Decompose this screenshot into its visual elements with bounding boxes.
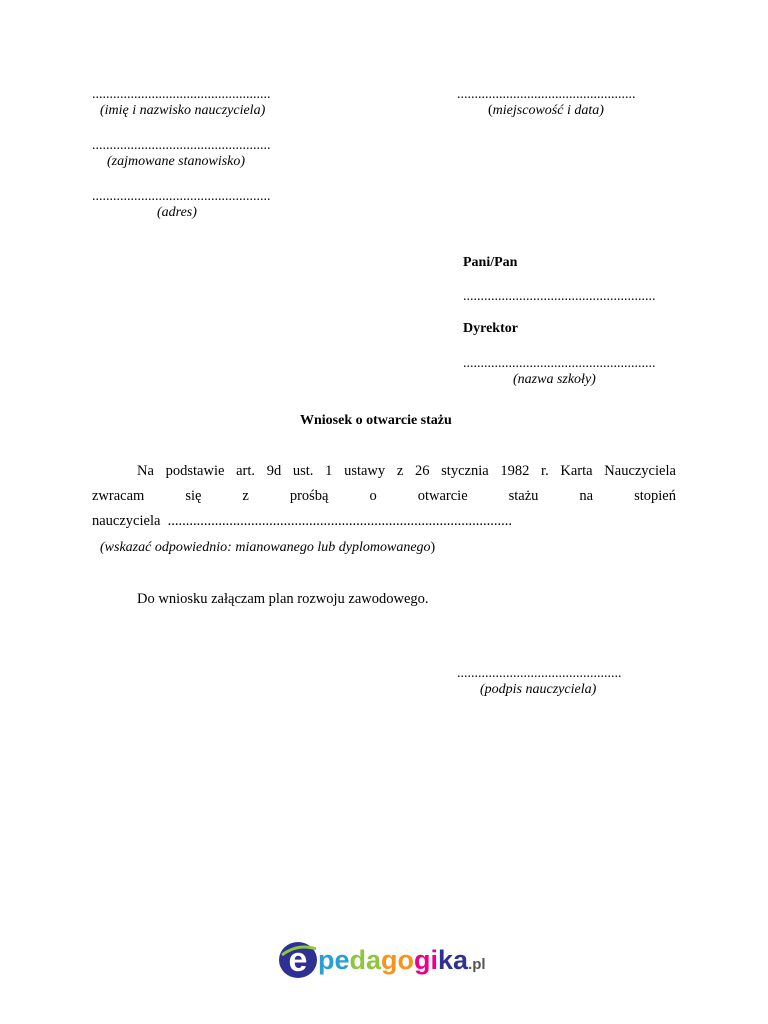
body-line-2-word: zwracam bbox=[92, 488, 145, 504]
recipient-role: Dyrektor bbox=[463, 321, 518, 336]
body-line-1-word: ust. bbox=[292, 463, 314, 479]
body-line-2 bbox=[92, 484, 676, 509]
teacher-position-label: (zajmowane stanowisko) bbox=[107, 154, 246, 169]
body-line-1-word: 1 bbox=[325, 463, 333, 479]
logo-wordmark-part: gi bbox=[414, 945, 439, 975]
body-line-1-word: Na bbox=[137, 463, 154, 479]
body-line-1-word: art. bbox=[236, 463, 256, 479]
logo-wordmark-part: da bbox=[349, 945, 382, 975]
body-line-1-word: ustawy bbox=[344, 463, 386, 479]
rank-hint bbox=[100, 541, 435, 555]
logo-wordmark-part: go bbox=[381, 945, 415, 975]
body-line-1-word: r. bbox=[541, 463, 549, 479]
body-line-1-word: 26 bbox=[414, 463, 430, 479]
rank-hint-close: ) bbox=[430, 540, 436, 555]
rank-hint-text: wskazać odpowiednio: mianowanego lub dyplomowanego bbox=[104, 540, 431, 555]
body-line-1-word: 1982 bbox=[500, 463, 530, 479]
epedagogika-logo-graphic bbox=[274, 935, 500, 981]
body-paragraph bbox=[92, 459, 676, 534]
body-line-2-word: z bbox=[242, 488, 249, 504]
logo-wordmark-part: pe bbox=[318, 945, 350, 975]
body-line-1-word: z bbox=[396, 463, 404, 479]
body-line-3 bbox=[92, 509, 676, 534]
teacher-name-label: (imię i nazwisko nauczyciela) bbox=[100, 103, 266, 118]
body-line-1 bbox=[92, 459, 676, 484]
body-line-1-word: stycznia bbox=[441, 463, 489, 479]
recipient-name-dots: ....................................................... bbox=[463, 289, 656, 304]
body-line-2-word: stażu bbox=[508, 488, 539, 504]
body-line-1-word: Nauczyciela bbox=[604, 463, 676, 479]
logo-e-letter: e bbox=[288, 941, 308, 979]
document-title: Wniosek o otwarcie stażu bbox=[300, 413, 452, 428]
teacher-name-dots: ................................................... bbox=[92, 87, 271, 102]
logo-suffix: .pl bbox=[468, 956, 486, 973]
body-line-2-word: prośbą bbox=[289, 488, 329, 504]
signature-label: (podpis nauczyciela) bbox=[480, 682, 597, 697]
body-line-2-word: na bbox=[579, 488, 594, 504]
school-name-label: (nazwa szkoły) bbox=[513, 372, 596, 387]
teacher-address-dots: ................................................... bbox=[92, 189, 271, 204]
logo-wordmark bbox=[318, 945, 486, 975]
attachment-statement: Do wniosku załączam plan rozwoju zawodowego. bbox=[137, 591, 429, 607]
body-line-2-word: o bbox=[369, 488, 377, 504]
epedagogika-logo bbox=[274, 935, 500, 981]
signature-dots: ............................................... bbox=[457, 666, 622, 681]
body-line-2-word: stopień bbox=[634, 488, 676, 504]
logo-wordmark-part: ka bbox=[438, 945, 469, 975]
teacher-position-dots: ................................................... bbox=[92, 138, 271, 153]
recipient-salutation: Pani/Pan bbox=[463, 255, 518, 270]
rank-hint-open: ( bbox=[100, 540, 105, 555]
school-name-dots: ....................................................... bbox=[463, 356, 656, 371]
place-date-text: miejscowość i data) bbox=[492, 103, 604, 118]
body-line-1-word: Karta bbox=[560, 463, 593, 479]
teacher-rank-dots: ............................................................................................... bbox=[167, 513, 513, 529]
place-date-label bbox=[488, 104, 604, 118]
body-line-1-word: podstawie bbox=[165, 463, 225, 479]
teacher-address-label: (adres) bbox=[157, 205, 197, 220]
body-line-2-word: się bbox=[185, 488, 202, 504]
place-date-open-paren: ( bbox=[488, 103, 493, 118]
body-line-3-prefix: nauczyciela bbox=[92, 513, 161, 529]
place-date-dots: ................................................... bbox=[457, 87, 636, 102]
body-line-1-word: 9d bbox=[266, 463, 282, 479]
body-line-2-word: otwarcie bbox=[417, 488, 468, 504]
